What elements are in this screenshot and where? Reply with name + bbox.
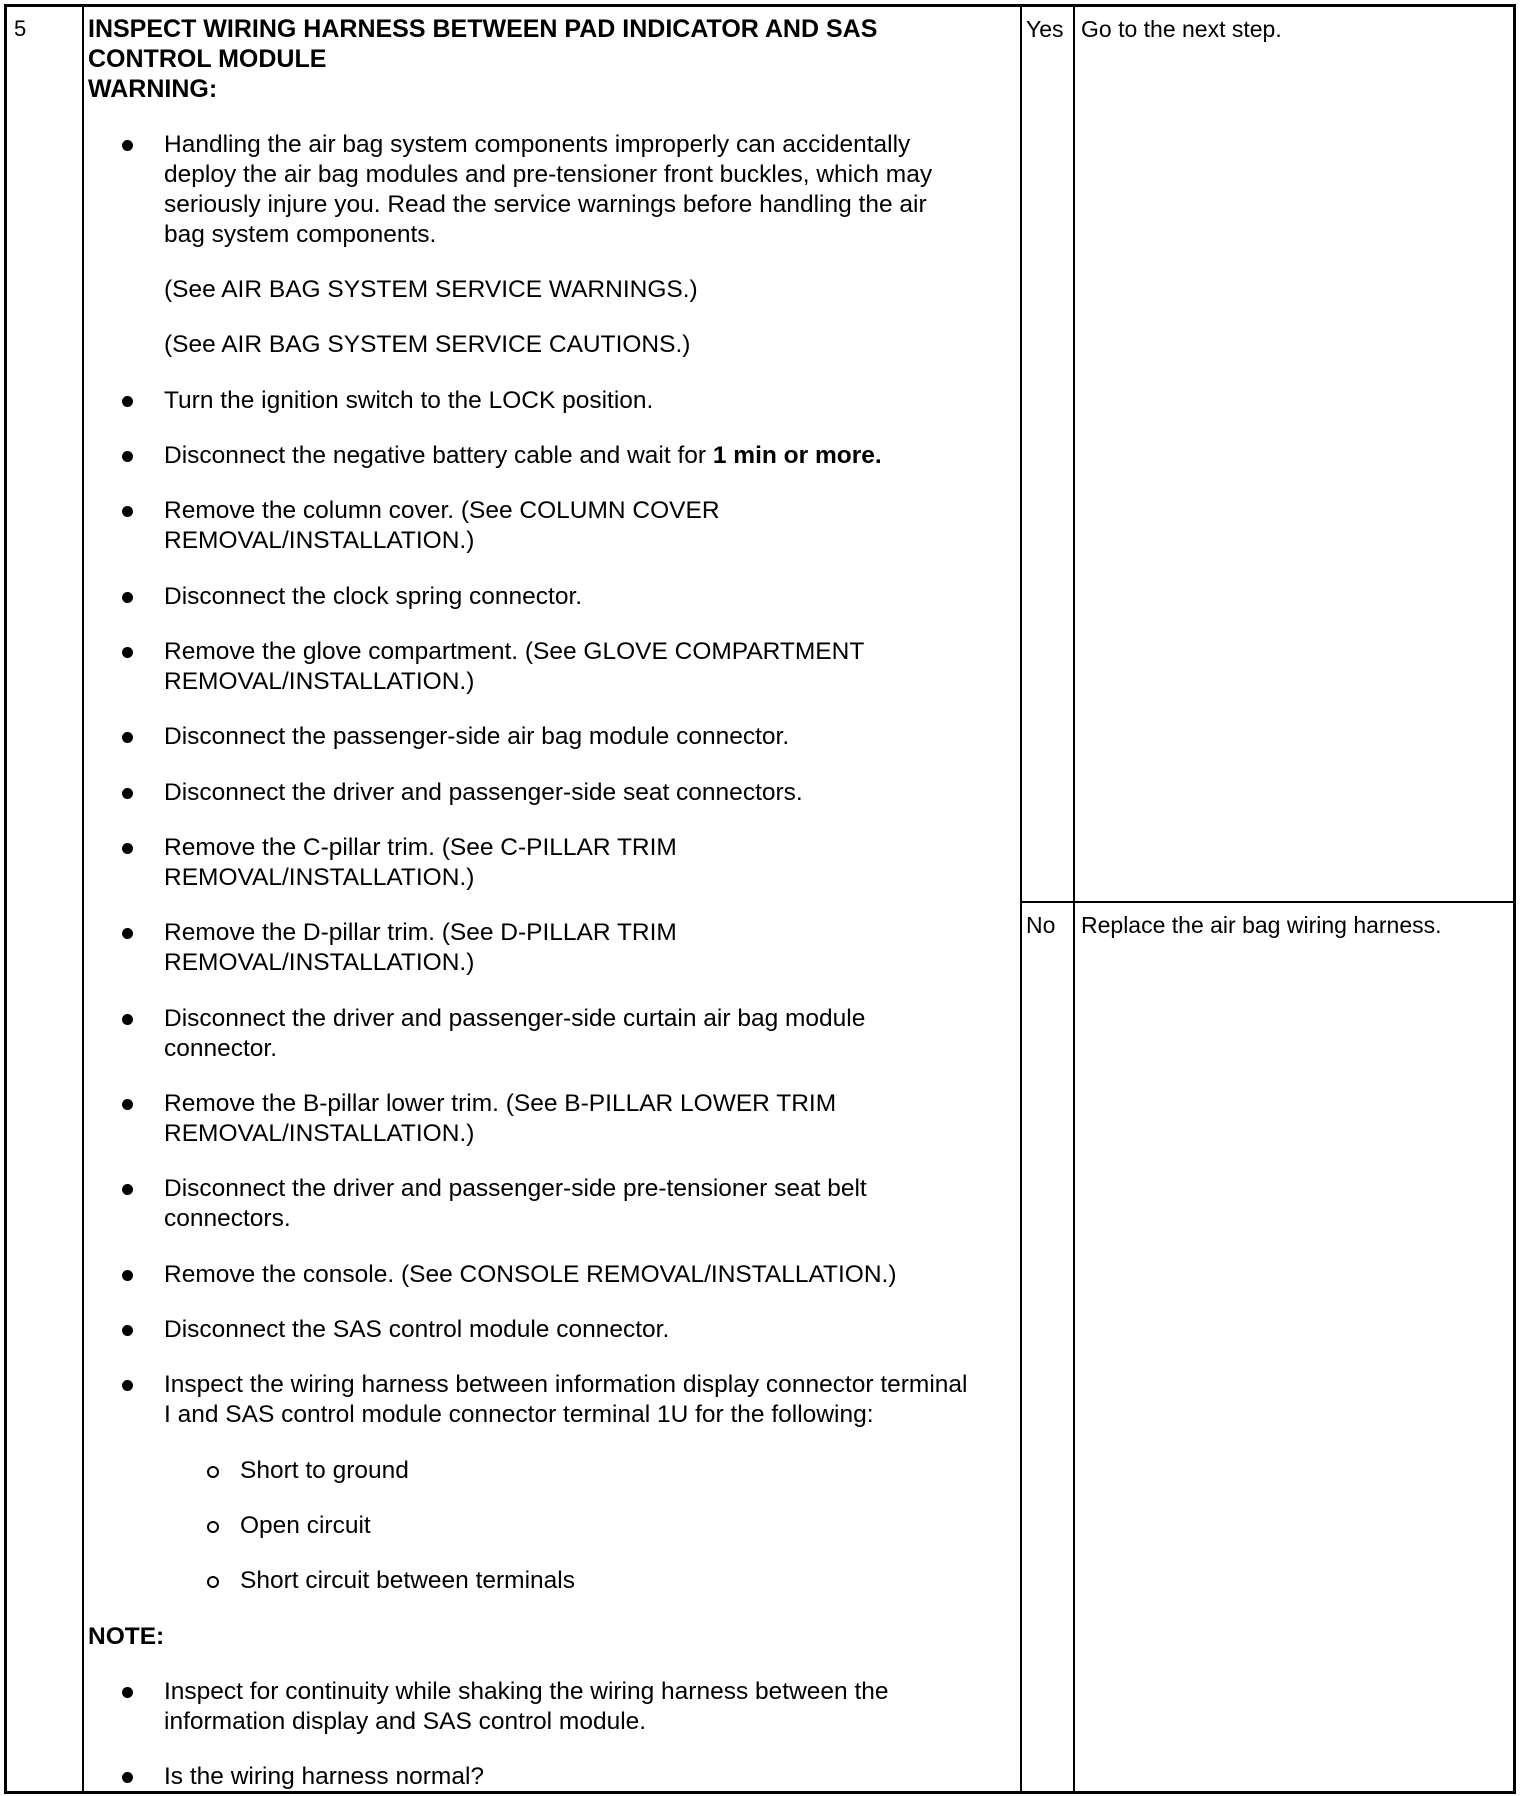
bullet-icon [122, 1772, 133, 1783]
list-item: Remove the column cover. (See COLUMN COVER REMOVAL/INSTALLATION.) [164, 496, 1064, 556]
bullet-icon [122, 732, 133, 743]
circle-bullet-icon [207, 1521, 219, 1533]
list-item: Remove the B-pillar lower trim. (See B-PILLAR LOWER TRIM REMOVAL/INSTALLATION.) [164, 1089, 1064, 1149]
bullet-icon [122, 1014, 133, 1025]
column-divider-step [82, 4, 84, 1794]
row-divider-yes-no [1021, 901, 1514, 903]
sub-list-item: Short circuit between terminals [240, 1566, 1040, 1596]
bullet-icon [122, 451, 133, 462]
bullet-icon [122, 506, 133, 517]
step-title-line2: CONTROL MODULE [88, 45, 327, 73]
list-item: Disconnect the driver and passenger-side curtain air bag module connector. [164, 1004, 1064, 1064]
see-warnings-ref: (See AIR BAG SYSTEM SERVICE WARNINGS.) [164, 276, 698, 303]
bullet-icon [122, 928, 133, 939]
list-item: Disconnect the driver and passenger-side seat connectors. [164, 778, 1064, 808]
bullet-icon [122, 1325, 133, 1336]
list-item: Remove the console. (See CONSOLE REMOVAL/INSTALLATION.) [164, 1260, 1064, 1290]
no-label: No [1026, 912, 1056, 938]
bullet-icon [122, 1380, 133, 1391]
no-action: Replace the air bag wiring harness. [1081, 912, 1442, 938]
warning-label: WARNING: [88, 75, 218, 103]
see-cautions-ref: (See AIR BAG SYSTEM SERVICE CAUTIONS.) [164, 331, 691, 358]
bullet-icon [122, 1687, 133, 1698]
bullet-icon [122, 1184, 133, 1195]
sub-list-item: Open circuit [240, 1511, 1040, 1541]
bullet-icon [122, 396, 133, 407]
warning-item: Handling the air bag system components improperly can accidentally deploy the air bag modules and pre-tensioner front buckles, which may seriously injure you. Read the service warnings before handling the air bag system components. [164, 130, 1064, 250]
list-item: Remove the glove compartment. (See GLOVE COMPARTMENT REMOVAL/INSTALLATION.) [164, 637, 1064, 697]
column-divider-result [1073, 4, 1075, 1794]
list-item: Disconnect the passenger-side air bag module connector. [164, 722, 1064, 752]
note-item: Is the wiring harness normal? [164, 1762, 1064, 1792]
bullet-icon [122, 843, 133, 854]
note-label: NOTE: [88, 1623, 165, 1650]
list-item: Inspect the wiring harness between information display connector terminal I and SAS control module connector terminal 1U for the following: [164, 1370, 1064, 1430]
bullet-icon [122, 592, 133, 603]
step-title [88, 14, 988, 104]
bullet-icon [122, 788, 133, 799]
step-number: 5 [14, 16, 27, 41]
list-item: Remove the C-pillar trim. (See C-PILLAR TRIM REMOVAL/INSTALLATION.) [164, 833, 1064, 893]
list-item: Turn the ignition switch to the LOCK position. [164, 386, 1064, 416]
list-item: Disconnect the SAS control module connector. [164, 1315, 1064, 1345]
bullet-icon [122, 1270, 133, 1281]
bullet-icon [122, 647, 133, 658]
list-item: Remove the D-pillar trim. (See D-PILLAR TRIM REMOVAL/INSTALLATION.) [164, 918, 1064, 978]
note-item: Inspect for continuity while shaking the wiring harness between the information display and SAS control module. [164, 1677, 1064, 1737]
circle-bullet-icon [207, 1466, 219, 1478]
yes-action: Go to the next step. [1081, 16, 1282, 42]
list-item: Disconnect the driver and passenger-side pre-tensioner seat belt connectors. [164, 1174, 1064, 1234]
bullet-icon [122, 1099, 133, 1110]
circle-bullet-icon [207, 1576, 219, 1588]
yes-label: Yes [1026, 16, 1064, 42]
list-item: Disconnect the negative battery cable and wait for 1 min or more. [164, 441, 1064, 471]
bullet-icon [122, 140, 133, 151]
step-title-line1: INSPECT WIRING HARNESS BETWEEN PAD INDICATOR AND SAS [88, 15, 878, 43]
list-item: Disconnect the clock spring connector. [164, 582, 1064, 612]
sub-list-item: Short to ground [240, 1456, 1040, 1486]
